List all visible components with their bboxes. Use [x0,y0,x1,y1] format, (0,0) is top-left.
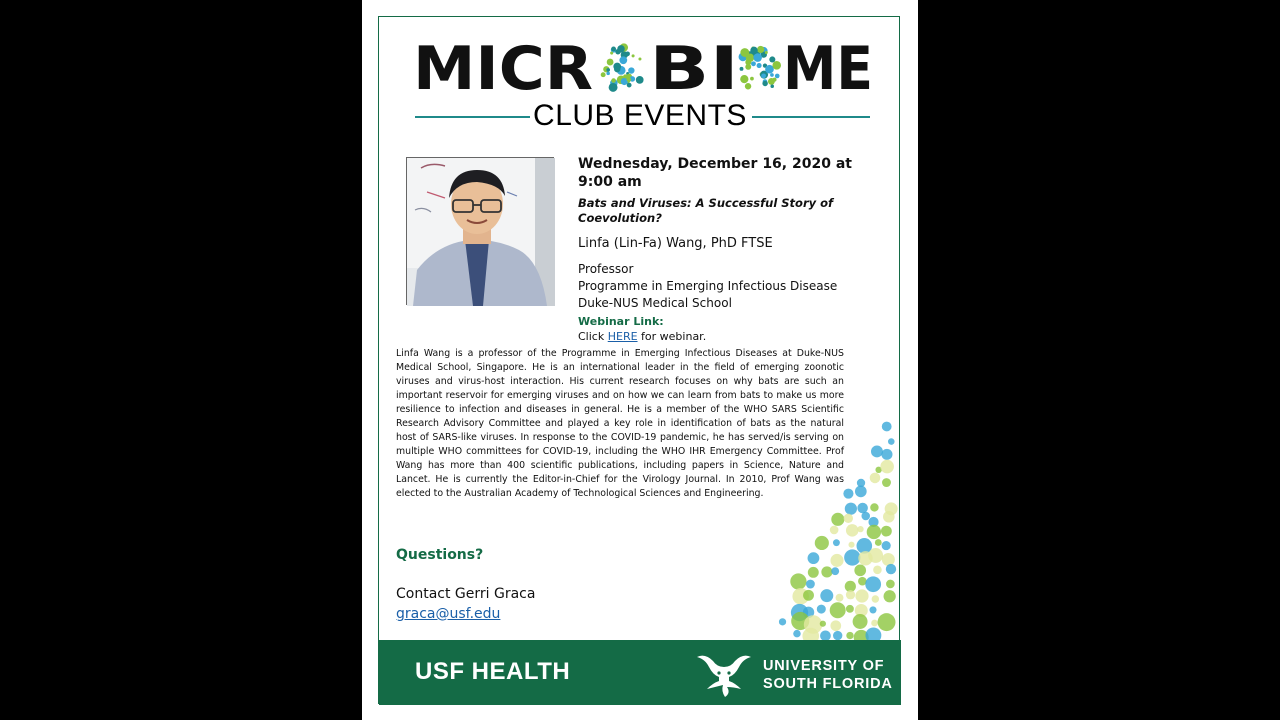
decorative-dot [884,590,896,602]
logo-dot-cluster-1 [601,43,644,91]
logo-dot [606,68,610,72]
decorative-dot [846,605,854,613]
logo-dot [750,47,757,54]
decorative-dot [880,460,894,474]
logo-dot [601,72,606,77]
logo-dot [745,83,751,89]
decorative-dot [830,602,846,618]
decorative-dot [870,473,881,484]
logo-dot [632,54,635,57]
logo-dot [607,59,614,66]
speaker-name: Linfa (Lin-Fa) Wang, PhD FTSE [578,236,773,251]
logo-dot [773,78,777,82]
logo-dot [762,81,767,86]
contact-name: Contact Gerri Graca [396,586,536,602]
decorative-dot [871,620,878,627]
university-name [763,657,893,693]
decorative-dot [830,526,839,535]
decorative-dot [833,631,842,640]
decorative-dot [857,503,868,514]
decorative-dot [881,526,892,537]
decorative-dot [831,513,844,526]
logo-dot [746,54,755,63]
decorative-dot [865,576,881,592]
decorative-dot [871,446,883,458]
decorative-dot [844,549,860,565]
decorative-dot [846,590,855,599]
usf-health-wordmark: USF HEALTH [415,658,571,685]
decorative-dot [861,512,870,521]
contact-email-row [396,606,500,622]
decorative-dot [808,552,820,564]
affiliation-line: Duke-NUS Medical School [578,296,732,310]
decorative-dot [836,594,844,602]
usf-bull-icon [695,651,753,697]
logo-dot [745,64,751,70]
logo-dot [627,77,632,82]
decorative-dot [870,503,878,511]
webinar-suffix: for webinar. [637,330,707,343]
webinar-link[interactable]: HERE [607,330,638,343]
decorative-dot [888,438,895,445]
logo-dot [753,53,762,62]
logo-dot [613,63,621,71]
decorative-dot [833,539,840,546]
decorative-dot [793,630,800,637]
university-line-2: SOUTH FLORIDA [763,676,893,692]
speaker-affiliation [578,261,888,312]
club-events-text: CLUB EVENTS [533,99,747,132]
affiliation-line: Programme in Emerging Infectious Disease [578,279,838,293]
logo-dot [751,61,756,66]
decorative-dot [808,567,819,578]
decorative-dot [846,524,859,537]
decorative-dot [831,567,839,575]
logo-dot [770,73,774,77]
decorative-dot [867,525,881,539]
decorative-dot [845,503,857,515]
logo-dot [611,46,616,51]
logo-dot [619,56,627,64]
logo-dot [628,67,634,73]
logo-dot [765,65,774,74]
decorative-dot [779,618,786,625]
decorative-dot [882,478,891,487]
decorative-dot [853,614,868,629]
affiliation-line: Professor [578,262,634,276]
decorative-dot [875,539,882,546]
webinar-line [578,329,888,344]
event-flyer [378,16,900,704]
club-events-heading [379,99,901,133]
logo-dot [623,74,627,78]
logo-dot [611,78,615,82]
logo-dot [609,83,618,92]
contact-email-link[interactable]: graca@usf.edu [396,606,501,622]
logo-text-mid: BI [649,34,739,104]
event-date: Wednesday, December 16, 2020 at 9:00 am [578,156,852,190]
questions-heading: Questions? [396,547,484,563]
decorative-dot [821,566,832,577]
footer-bar [379,640,901,705]
decorative-dot [846,632,853,639]
university-line-1: UNIVERSITY OF [763,658,885,674]
decorative-dot [883,511,895,523]
speaker-bio: Linfa Wang is a professor of the Programme in Emerging Infectious Diseases at Duke-NUS Medical School, Singapore. He is an international leader in the field of emerging zoonotic viruses and virus-host interaction. His current research focuses on why bats are such an important reservoir for emerging viruses and on how we can learn from bats to make us more resilience to infection and diseases in general. He is a member of the WHO SARS Scientific Research Advisory Committee and played a key role in identification of bats as the natural host of SARS-like viruses. In response to the COVID-19 pandemic, he has served/is serving on multiple WHO committees for COVID-19, including the WHO IHR Emergency Committee. Prof Wang has more than 400 scientific publications, including papers in Science, Nature and Lancet. He is currently the Editor-in-Chief for the Virology Journal. In 2010, Prof Wang was elected to the Australian Academy of Technological Sciences and Engineering. [396,348,844,499]
decorative-dot [857,526,863,532]
decorative-dot [882,553,895,566]
logo-dot [638,57,641,60]
logo-dot [765,51,768,54]
logo-dot [617,45,624,52]
logo-dot [757,63,762,68]
decorative-dot [830,554,843,567]
decorative-dot [872,595,879,602]
logo-dot [606,72,610,76]
logo-dot [636,76,644,84]
decorative-dot [790,573,806,589]
logo-dot [740,75,748,83]
decorative-dot [820,589,833,602]
decorative-dot [820,621,826,627]
decorative-dot [868,548,883,563]
decorative-dot [873,566,882,575]
decorative-dot [855,485,867,497]
microbiome-logo [413,34,873,104]
heading-rule-right [752,116,870,118]
logo-dot [610,52,613,55]
decorative-dot [869,606,876,613]
logo-text-right: ME [783,34,873,104]
logo-dot [750,77,754,81]
logo-dot [757,46,764,53]
decorative-dot [848,542,854,548]
decorative-dot [882,422,892,432]
webinar-prefix: Click [578,330,608,343]
decorative-dot [881,449,892,460]
logo-text-left: MICR [413,34,593,104]
decorative-dot [843,489,853,499]
decorative-dot [830,620,841,631]
decorative-dot [854,564,866,576]
logo-dot-cluster-2 [739,46,781,90]
decorative-dot [886,564,896,574]
decorative-dot [844,514,853,523]
logo-dot [775,74,780,79]
webinar-label: Webinar Link: [578,315,664,328]
logo-dot [627,83,632,88]
decorative-dot [806,580,815,589]
logo-dot [625,51,630,56]
logo-dot [770,84,773,87]
decorative-dot [815,536,829,550]
decorative-dot [803,590,814,601]
decorative-dot [855,589,868,602]
speaker-photo [406,157,554,305]
logo-dot [740,67,744,71]
decorative-dot [886,580,895,589]
talk-title: Bats and Viruses: A Successful Story of Coevolution? [578,196,834,225]
decorative-dot [882,541,891,550]
logo-dot [761,73,766,78]
decorative-dot [817,605,826,614]
logo-dot [772,61,781,70]
decorative-dot [878,613,896,631]
logo-dot [769,56,775,62]
event-details [578,155,888,344]
